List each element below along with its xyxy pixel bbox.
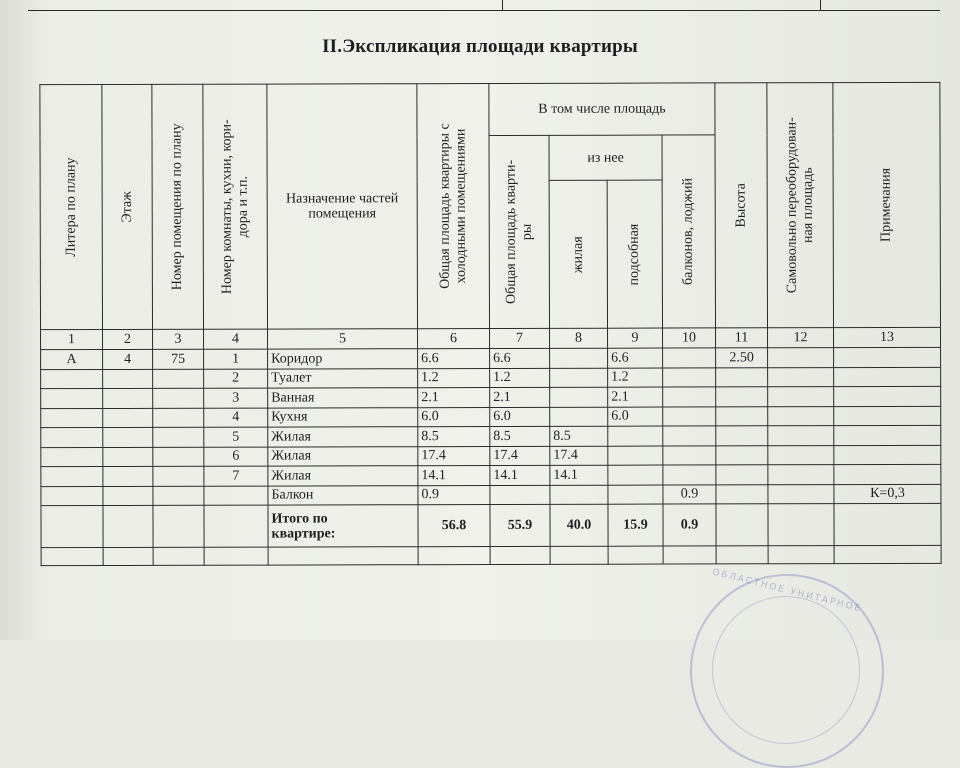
cell-total-cold: 6.0 xyxy=(418,407,490,427)
cell-total-cold: 17.4 xyxy=(418,446,490,466)
cell-balcony: 0.9 xyxy=(663,484,716,504)
cell-aux xyxy=(608,446,663,466)
cell-litera xyxy=(41,389,103,409)
page-title: II.Экспликация площади квартиры xyxy=(322,36,638,57)
cell-living xyxy=(550,368,608,388)
cell-num: 4 xyxy=(204,408,268,428)
cell-living xyxy=(550,348,608,368)
header-purpose: Назначение частей помещения xyxy=(267,84,418,329)
cell-aux: 6.6 xyxy=(608,348,663,368)
cell-total: 6.0 xyxy=(490,407,550,427)
cell-balcony xyxy=(663,348,716,368)
cell-num: 2 xyxy=(204,369,268,389)
cell-litera: А xyxy=(41,350,103,370)
living-sum: 40.0 xyxy=(550,504,608,546)
table-row xyxy=(41,386,941,408)
cell-balcony xyxy=(663,387,716,407)
cell-aux: 2.1 xyxy=(608,387,663,407)
cell-floor xyxy=(103,427,153,447)
header-height: Высота xyxy=(715,83,768,328)
cell-note xyxy=(834,367,941,387)
cell-litera xyxy=(41,486,103,506)
cell-aux: 1.2 xyxy=(608,368,663,388)
header-subgroup: из нее xyxy=(549,135,662,180)
cell-num: 3 xyxy=(204,388,268,408)
cell-living xyxy=(550,407,608,427)
organization-stamp: ОБЛАСТНОЕ УНИТАРНОЕ xyxy=(690,574,884,768)
table-row xyxy=(41,367,941,389)
header-balcony: балконов, лоджий xyxy=(662,135,716,328)
cell-self xyxy=(768,387,834,407)
cell-balcony xyxy=(663,465,716,485)
cell-living: 14.1 xyxy=(550,465,608,485)
cell-litera xyxy=(41,447,103,467)
cell-name: Туалет xyxy=(268,368,418,388)
cell-self xyxy=(768,465,834,485)
cell-note: К=0,3 xyxy=(834,484,941,504)
cell-self xyxy=(768,484,834,504)
table-row xyxy=(41,425,941,447)
cell-name: Ванная xyxy=(268,388,418,408)
cell-height xyxy=(716,367,768,387)
cell-note xyxy=(834,445,941,465)
cell-room-no xyxy=(153,369,204,389)
cell-floor xyxy=(103,408,153,428)
cell-total: 6.6 xyxy=(490,348,550,368)
previous-table-edge xyxy=(28,0,940,11)
cell-note xyxy=(834,425,941,445)
table-row xyxy=(41,445,941,467)
cell-floor xyxy=(103,388,153,408)
cell-self xyxy=(768,445,834,465)
cell-total xyxy=(490,485,550,505)
cell-height xyxy=(716,387,768,407)
cell-aux xyxy=(608,485,663,505)
cell-name: Коридор xyxy=(268,349,418,369)
cell-floor xyxy=(103,369,153,389)
header-aux: подсобная xyxy=(607,180,662,328)
cell-room-no xyxy=(153,466,204,486)
cell-height xyxy=(716,406,768,426)
cell-litera xyxy=(41,428,103,448)
cell-balcony xyxy=(663,426,716,446)
cell-total-cold: 8.5 xyxy=(418,427,490,447)
explication-table xyxy=(39,82,941,566)
header-living: жилая xyxy=(549,180,607,328)
empty-row xyxy=(41,545,941,565)
total-cold-sum: 56.8 xyxy=(418,505,490,547)
cell-balcony xyxy=(663,445,716,465)
cell-note xyxy=(834,386,941,406)
header-floor: Этаж xyxy=(102,84,153,329)
aux-sum: 15.9 xyxy=(608,504,663,546)
column-numbers-row: 1 2 3 4 5 6 7 8 9 10 11 12 13 xyxy=(41,327,941,349)
cell-height xyxy=(716,445,768,465)
cell-note xyxy=(834,347,941,367)
cell-total-cold: 2.1 xyxy=(418,388,490,408)
cell-floor xyxy=(103,466,153,486)
cell-litera xyxy=(41,369,103,389)
cell-aux xyxy=(608,426,663,446)
cell-total-cold: 14.1 xyxy=(418,466,490,486)
table-row xyxy=(41,347,941,369)
header-litera: Литера по плану xyxy=(40,85,103,330)
cell-balcony xyxy=(663,406,716,426)
cell-height: 2.50 xyxy=(716,348,768,368)
cell-total-cold: 1.2 xyxy=(418,368,490,388)
cell-height xyxy=(716,484,768,504)
cell-height xyxy=(716,426,768,446)
cell-name: Жилая xyxy=(268,446,418,466)
header-group: В том числе площадь xyxy=(489,83,715,136)
balcony-sum: 0.9 xyxy=(663,504,716,546)
cell-living xyxy=(550,485,608,505)
total-row xyxy=(41,503,941,547)
header-self-converted: Самовольно переоборудован- ная площадь xyxy=(767,83,834,328)
cell-balcony xyxy=(663,367,716,387)
cell-litera xyxy=(41,467,103,487)
cell-name: Жилая xyxy=(268,427,418,447)
cell-note xyxy=(834,464,941,484)
header-total-cold: Общая площадь квартиры с холодными помещениями xyxy=(417,84,490,329)
cell-aux: 6.0 xyxy=(608,407,663,427)
cell-living xyxy=(550,387,608,407)
cell-aux xyxy=(608,465,663,485)
cell-floor xyxy=(103,447,153,467)
cell-total-cold: 6.6 xyxy=(418,349,490,369)
cell-name: Балкон xyxy=(268,485,418,505)
cell-room-no xyxy=(153,486,204,506)
cell-total: 8.5 xyxy=(490,426,550,446)
cell-floor xyxy=(103,486,153,506)
cell-living: 17.4 xyxy=(550,446,608,466)
cell-total: 2.1 xyxy=(490,387,550,407)
cell-litera xyxy=(41,408,103,428)
cell-num: 5 xyxy=(204,427,268,447)
total-sum: 55.9 xyxy=(490,504,550,546)
cell-room-no: 75 xyxy=(153,349,204,369)
cell-num: 7 xyxy=(204,466,268,486)
cell-height xyxy=(716,465,768,485)
cell-room-no xyxy=(153,388,204,408)
header-room-number: Номер комнаты, кухни, кори- дора и т.п. xyxy=(203,84,268,329)
cell-self xyxy=(768,406,834,426)
cell-living: 8.5 xyxy=(550,426,608,446)
cell-num: 1 xyxy=(204,349,268,369)
cell-note xyxy=(834,406,941,426)
total-label: Итого по квартире: xyxy=(268,505,418,547)
table-row xyxy=(41,406,941,428)
cell-name: Жилая xyxy=(268,466,418,486)
cell-room-no xyxy=(153,447,204,467)
cell-name: Кухня xyxy=(268,407,418,427)
cell-self xyxy=(768,348,834,368)
cell-self xyxy=(768,426,834,446)
cell-self xyxy=(768,367,834,387)
cell-total: 17.4 xyxy=(490,446,550,466)
header-total: Общая площадь кварти- ры xyxy=(489,135,550,328)
cell-floor: 4 xyxy=(103,349,153,369)
table-row xyxy=(41,484,941,506)
table-row xyxy=(41,464,941,486)
cell-room-no xyxy=(153,427,204,447)
cell-num: 6 xyxy=(204,447,268,467)
cell-total: 14.1 xyxy=(490,465,550,485)
header-notes: Примечания xyxy=(833,82,941,327)
header-room-no: Номер помещения по плану xyxy=(152,84,204,329)
cell-room-no xyxy=(153,408,204,428)
cell-total: 1.2 xyxy=(490,368,550,388)
cell-total-cold: 0.9 xyxy=(418,485,490,505)
cell-num xyxy=(204,486,268,506)
